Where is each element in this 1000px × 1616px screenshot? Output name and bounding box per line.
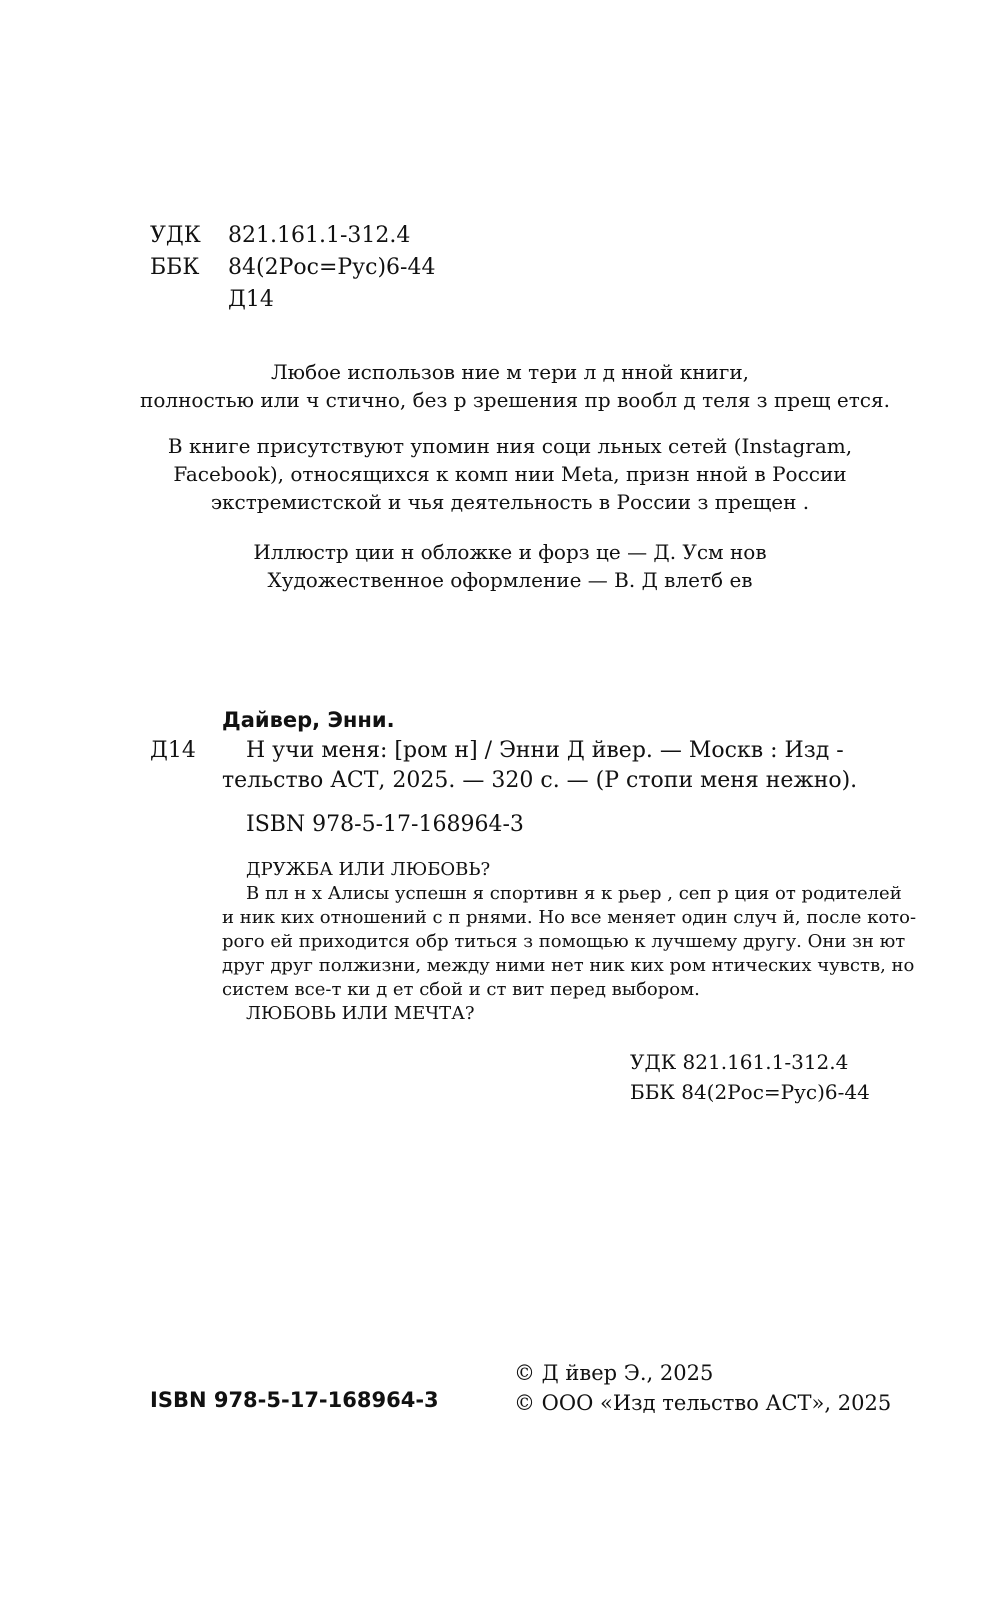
udk-label: УДК — [150, 223, 201, 248]
bbk-label: ББК — [150, 255, 200, 280]
entry-mark: Д14 — [150, 738, 196, 763]
entry-author: Дайвер, Энни. — [222, 708, 395, 732]
bbk-line — [150, 252, 435, 284]
footer-isbn: ISBN 978-5-17-168964-3 — [150, 1388, 439, 1412]
entry-title-line: тельство АСТ, 2025. — 320 с. — (Р стопи меня нежно). — [222, 768, 858, 793]
annotation-line: друг друг полжизни, между ними нет ник ких ром нтических чувств, но — [222, 955, 915, 976]
notice-line: Любое использов ние м тери л д нной книги, — [270, 360, 750, 384]
notice-line: Facebook), относящихся к комп нии Meta, призн нной в России — [173, 462, 847, 486]
credits — [140, 538, 880, 594]
copyright-notice — [140, 358, 890, 414]
copyright-publisher: © ООО «Изд тельство АСТ», 2025 — [514, 1391, 892, 1415]
annotation-line: систем все-т ки д ет сбой и ст вит перед выбором. — [222, 979, 700, 1000]
notice-line: полностью или ч стично, без р зрешения пр вообл д теля з прещ ется. — [140, 388, 890, 412]
bbk-value: 84(2Рос=Рус)6-44 — [228, 255, 436, 280]
credit-line: Художественное оформление — В. Д влетб ев — [267, 568, 753, 592]
annotation-line: В пл н х Алисы успешн я спортивн я к рьер , сеп р ция от родителей — [246, 883, 902, 904]
author-mark: Д14 — [228, 287, 274, 312]
annotation-line: рого ей приходится обр титься з помощью к лучшему другу. Они зн ют — [222, 931, 906, 952]
copyright-author: © Д йвер Э., 2025 — [514, 1361, 714, 1385]
annotation-heading: ДРУЖБА ИЛИ ЛЮБОВЬ? — [246, 859, 491, 880]
udk-line — [150, 220, 410, 252]
annotation-closing: ЛЮБОВЬ ИЛИ МЕЧТА? — [246, 1003, 475, 1024]
bbk-repeat: ББК 84(2Рос=Рус)6-44 — [630, 1080, 870, 1104]
credit-line: Иллюстр ции н обложке и форз це — Д. Усм нов — [253, 540, 767, 564]
notice-line: экстремистской и чья деятельность в России з прещен . — [210, 490, 810, 514]
social-notice — [140, 432, 880, 516]
annotation-line: и ник ких отношений с п рнями. Но все меняет один случ й, после кото- — [222, 907, 917, 928]
entry-isbn: ISBN 978-5-17-168964-3 — [246, 812, 524, 837]
notice-line: В книге присутствуют упомин ния соци льных сетей (Instagram, — [167, 434, 853, 458]
entry-title-line: Н учи меня: [ром н] / Энни Д йвер. — Москв : Изд - — [246, 738, 844, 763]
udk-value: 821.161.1-312.4 — [228, 223, 411, 248]
udk-repeat: УДК 821.161.1-312.4 — [630, 1050, 849, 1074]
